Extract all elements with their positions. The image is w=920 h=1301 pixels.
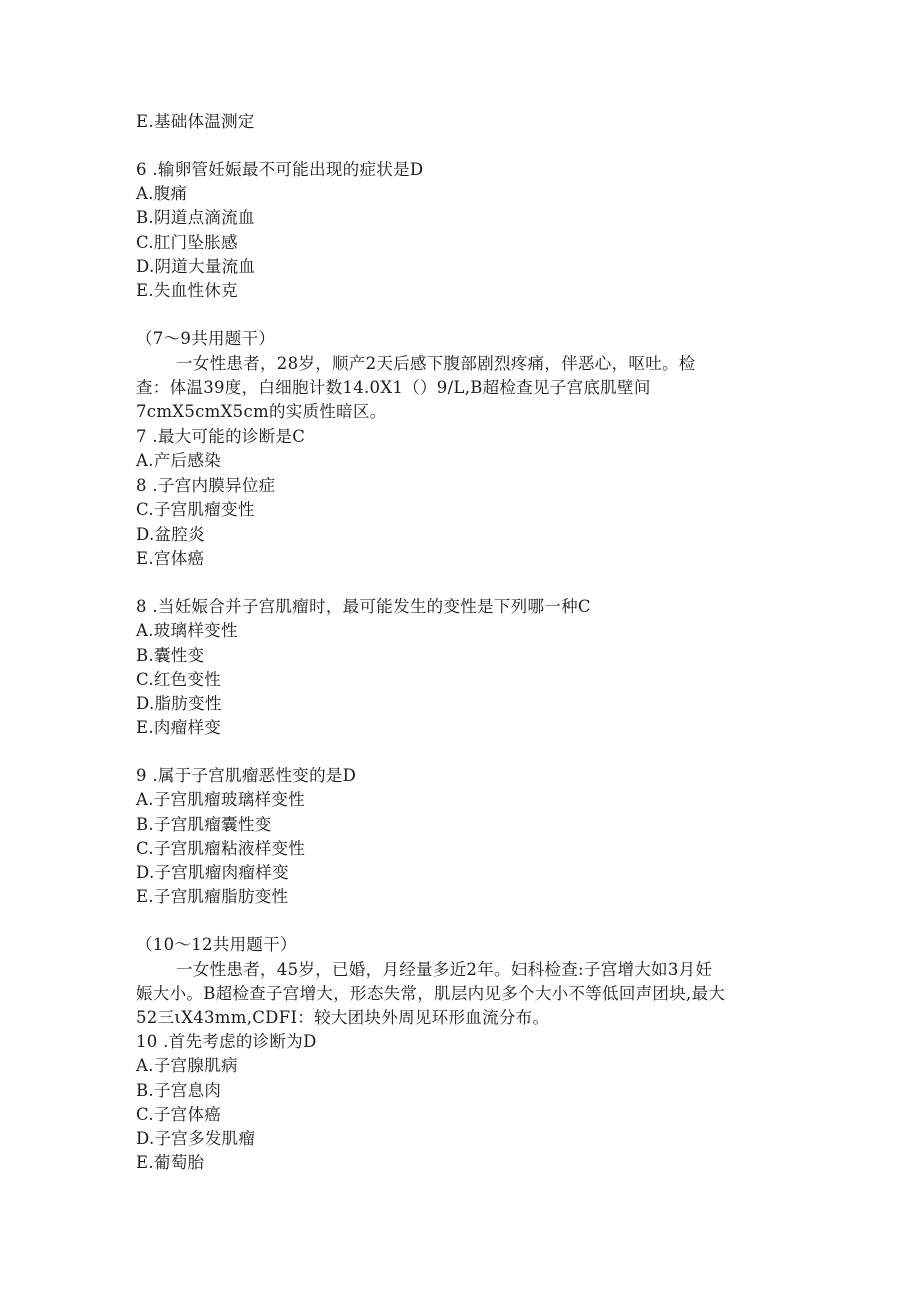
q7-option-a: A.产后感染	[136, 451, 221, 470]
q8-stem: 8 .当妊娠合并子宫肌瘤时，最可能发生的变性是下列哪一种C	[136, 597, 591, 616]
case-10-12-text-line-2: 娠大小。B超检查子宫增大，形态失常，肌层内见多个大小不等低回声团块,最大	[136, 984, 726, 1003]
q7-option-c: C.子宫肌瘤变性	[136, 500, 255, 519]
case-10-12-header: （10～12共用题干）	[136, 935, 297, 954]
q8-option-b: B.囊性变	[136, 646, 205, 665]
q10-option-a: A.子宫腺肌病	[136, 1056, 238, 1075]
q9-option-b: B.子宫肌瘤囊性变	[136, 815, 272, 834]
case-10-12-text-line-3: 52三ιX43mm,CDFI：较大团块外周见环形血流分布。	[136, 1008, 550, 1027]
q7-option-d: D.盆腔炎	[136, 525, 205, 544]
q10-option-d: D.子宫多发肌瘤	[136, 1129, 256, 1148]
q10-option-c: C.子宫体癌	[136, 1105, 222, 1124]
q6-option-b: B.阴道点滴流血	[136, 208, 255, 227]
q7-stem: 7 .最大可能的诊断是C	[136, 427, 306, 446]
case-10-12-text-line-1: 一女性患者，45岁，已婚，月经量多近2年。妇科检查:子宫增大如3月妊	[176, 960, 713, 979]
q9-option-e: E.子宫肌瘤脂肪变性	[136, 887, 289, 906]
q9-option-d: D.子宫肌瘤肉瘤样变	[136, 863, 289, 882]
q6-option-a: A.腹痛	[136, 184, 188, 203]
q7-option-b: 8 .子宫内膜异位症	[136, 476, 276, 495]
q6-option-e: E.失血性休克	[136, 281, 238, 300]
q9-stem: 9 .属于子宫肌瘤恶性变的是D	[136, 766, 357, 785]
q7-option-e: E.宫体癌	[136, 549, 205, 568]
q10-stem: 10 .首先考虑的诊断为D	[136, 1032, 317, 1051]
q9-option-a: A.子宫肌瘤玻璃样变性	[136, 790, 305, 809]
q10-option-e: E.葡萄胎	[136, 1153, 205, 1172]
q8-option-a: A.玻璃样变性	[136, 621, 238, 640]
q6-option-d: D.阴道大量流血	[136, 257, 256, 276]
q8-option-c: C.红色变性	[136, 670, 222, 689]
q8-option-d: D.脂肪变性	[136, 694, 222, 713]
q8-option-e: E.肉瘤样变	[136, 718, 222, 737]
q6-stem: 6 .输卵管妊娠最不可能出现的症状是D	[136, 160, 424, 179]
q9-option-c: C.子宫肌瘤粘液样变性	[136, 839, 306, 858]
q5-option-e: E.基础体温测定	[136, 112, 255, 131]
case-7-9-header: （7～9共用题干）	[136, 329, 276, 348]
case-7-9-text-line-3: 7cmX5cmX5cm的实质性暗区。	[136, 402, 387, 421]
q6-option-c: C.肛门坠胀感	[136, 233, 238, 252]
q10-option-b: B.子宫息肉	[136, 1081, 222, 1100]
case-7-9-text-line-2: 查：体温39度，白细胞计数14.0X1（）9/L,B超检查见子宫底肌壁间	[136, 378, 651, 397]
case-7-9-text-line-1: 一女性患者，28岁，顺产2天后感下腹部剧烈疼痛，伴恶心，呕吐。检	[176, 354, 696, 373]
